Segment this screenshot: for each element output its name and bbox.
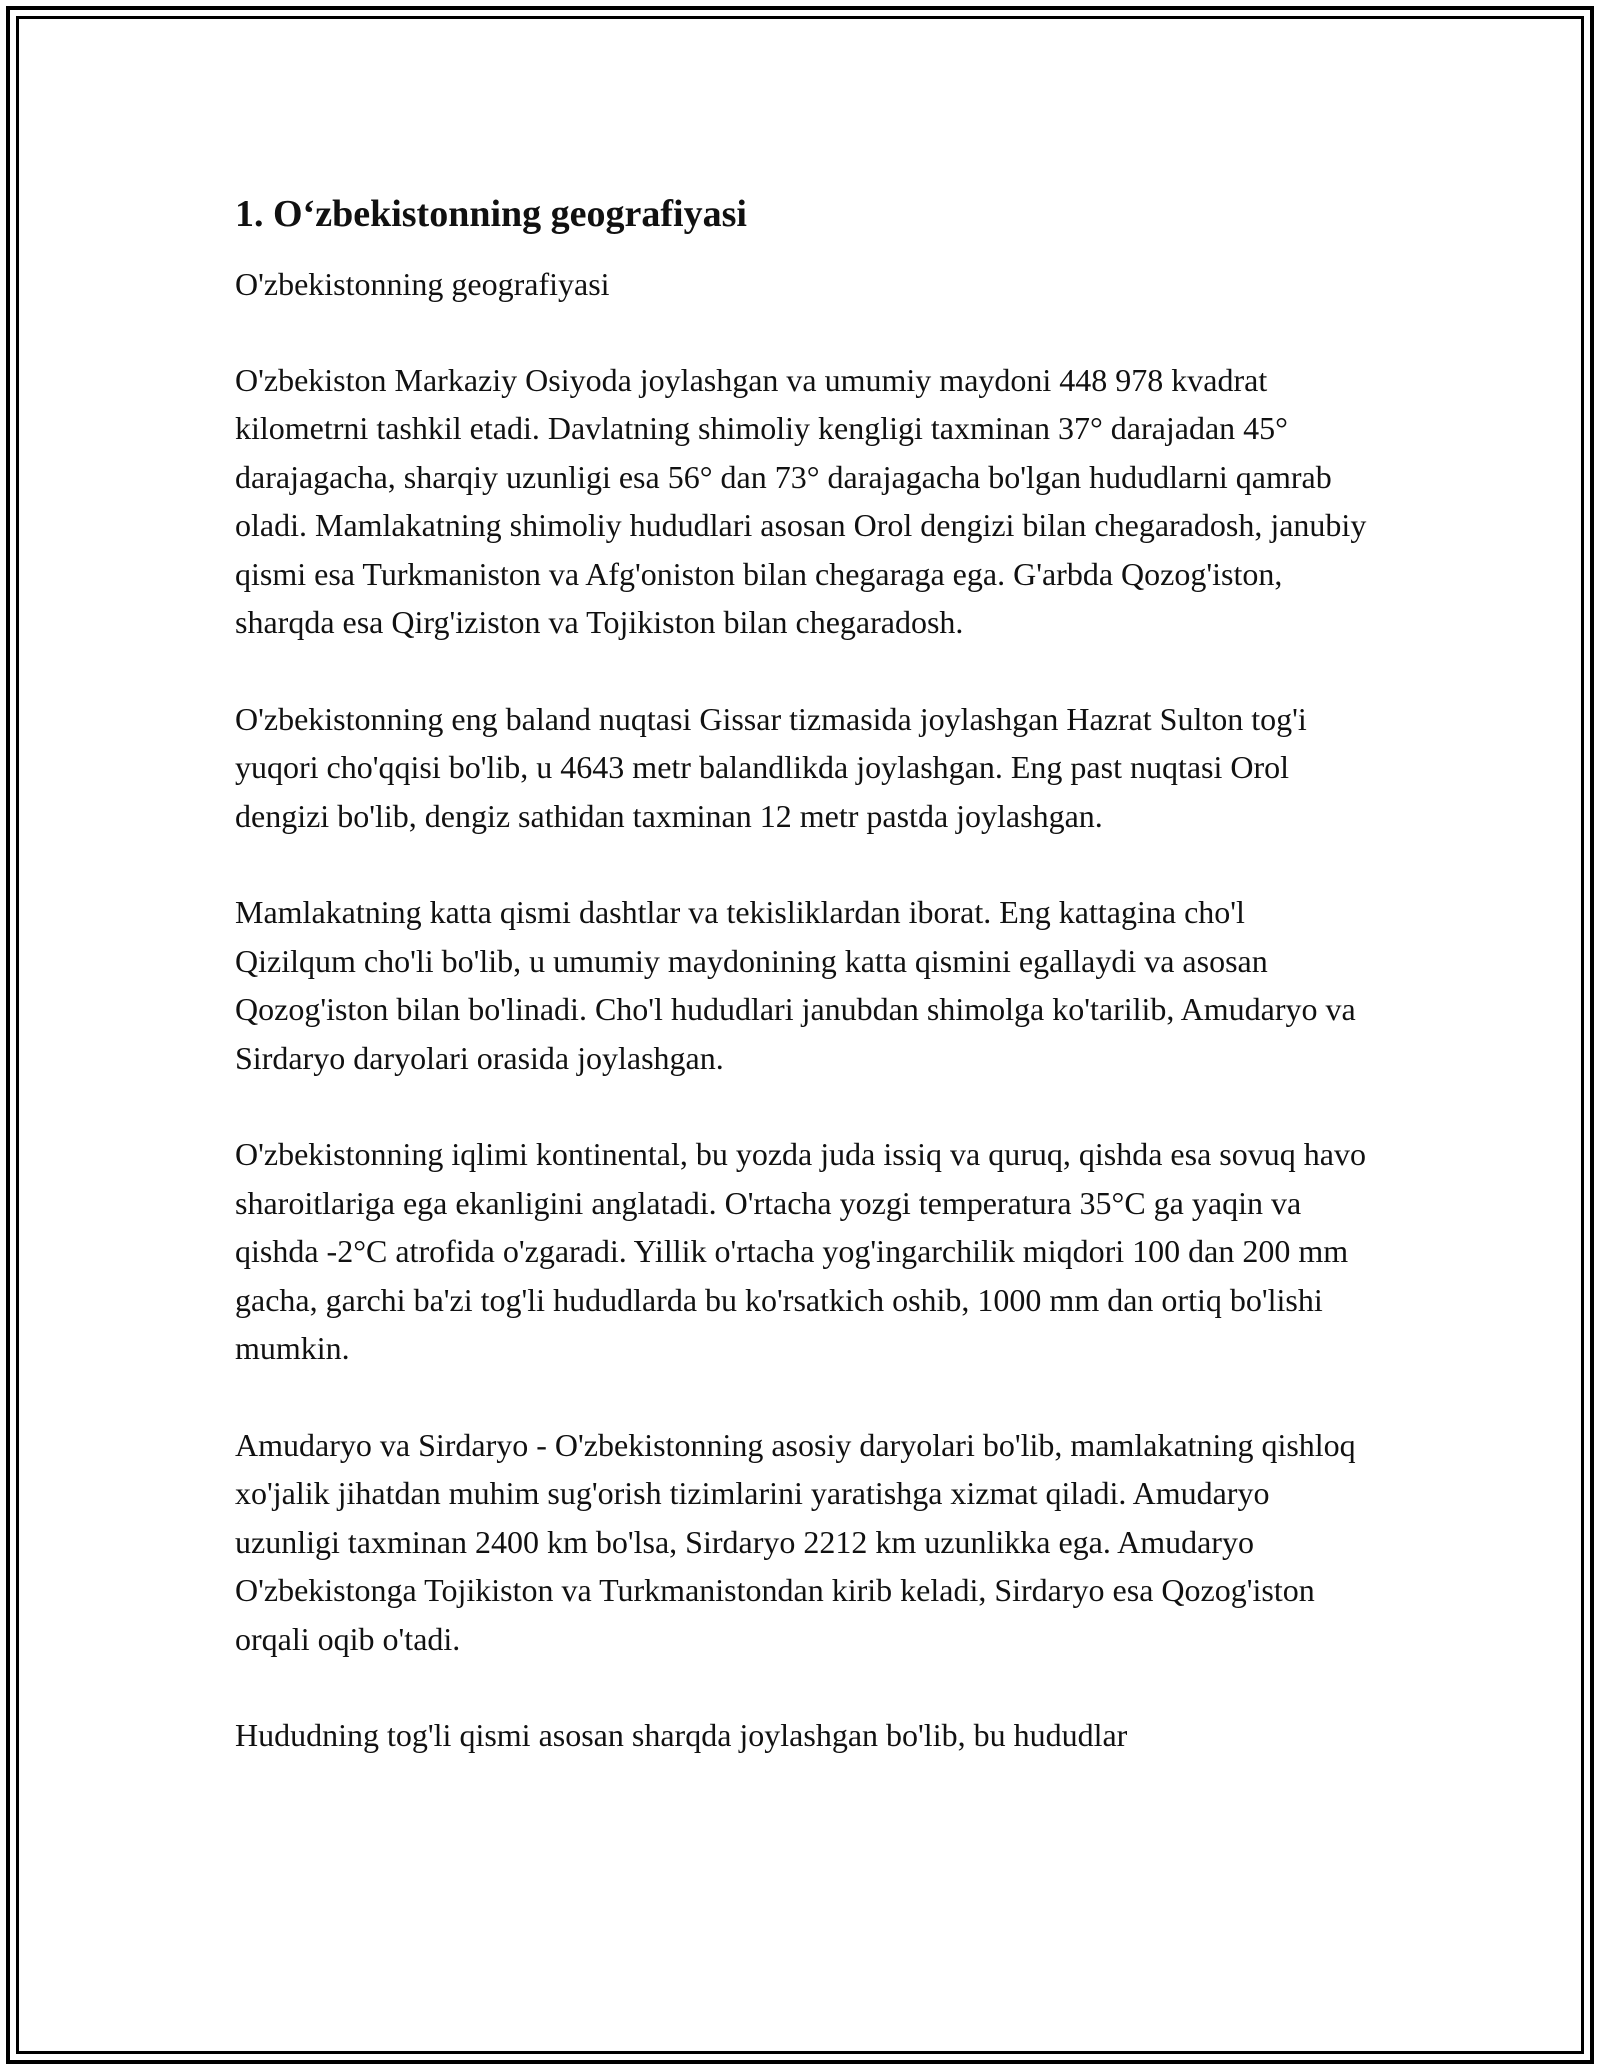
document-subtitle: O'zbekistonning geografiyasi — [235, 266, 610, 302]
paragraph-elevation: O'zbekistonning eng baland nuqtasi Gissar tizmasida joylashgan Hazrat Sulton tog'i yuqori cho'qqisi bo'lib, u 4643 metr balandlikda joylashgan. Eng past nuqtasi Orol dengizi bo'lib, dengiz sathidan taxminan 12 metr pastda joylashgan. — [235, 700, 1307, 834]
paragraph-rivers: Amudaryo va Sirdaryo - O'zbekistonning asosiy daryolari bo'lib, mamlakatning qishloq xo'jalik jihatdan muhim sug'orish tizimlarini yaratishga xizmat qiladi. Amudaryo uzunligi taxminan 2400 km bo'lsa, Sirdaryo 2212 km uzunlikka ega. Amudaryo O'zbekistonga Tojikiston va Turkmanistondan kirib keladi, Sirdaryo esa Qozog'iston orqali oqib o'tadi. — [235, 1426, 1356, 1657]
document-title: 1. O‘zbekistonning geografiyasi — [235, 193, 747, 235]
document-body — [235, 188, 1370, 1808]
paragraph-terrain: Mamlakatning katta qismi dashtlar va tekisliklardan iborat. Eng kattagina cho'l Qizilqum cho'li bo'lib, u umumiy maydonining katta qismini egallaydi va asosan Qozog'iston bilan bo'linadi. Cho'l hududlari janubdan shimolga ko'tarilib, Amudaryo va Sirdaryo daryolari orasida joylashgan. — [235, 894, 1356, 1076]
paragraph-mountains: Hududning tog'li qismi asosan sharqda joylashgan bo'lib, bu hududlar — [235, 1717, 1128, 1754]
paragraph-climate: O'zbekistonning iqlimi kontinental, bu yozda juda issiq va quruq, qishda esa sovuq havo sharoitlariga ega ekanligini anglatadi. O'rtacha yozgi temperatura 35°C ga yaqin va qishda -2°C atrofida o'zgaradi. Yillik o'rtacha yog'ingarchilik miqdori 100 dan 200 mm gacha, garchi ba'zi tog'li hududlarda bu ko'rsatkich oshib, 1000 mm dan ortiq bo'lishi mumkin. — [235, 1136, 1366, 1367]
paragraph-location: O'zbekiston Markaziy Osiyoda joylashgan va umumiy maydoni 448 978 kvadrat kilometrni tashkil etadi. Davlatning shimoliy kengligi taxminan 37° darajadan 45° darajagacha, sharqiy uzunligi esa 56° dan 73° darajagacha bo'lgan hududlarni qamrab oladi. Mamlakatning shimoliy hududlari asosan Orol dengizi bilan chegaradosh, janubiy qismi esa Turkmaniston va Afg'oniston bilan chegaraga ega. G'arbda Qozog'iston, sharqda esa Qirg'iziston va Tojikiston bilan chegaradosh. — [235, 362, 1367, 641]
